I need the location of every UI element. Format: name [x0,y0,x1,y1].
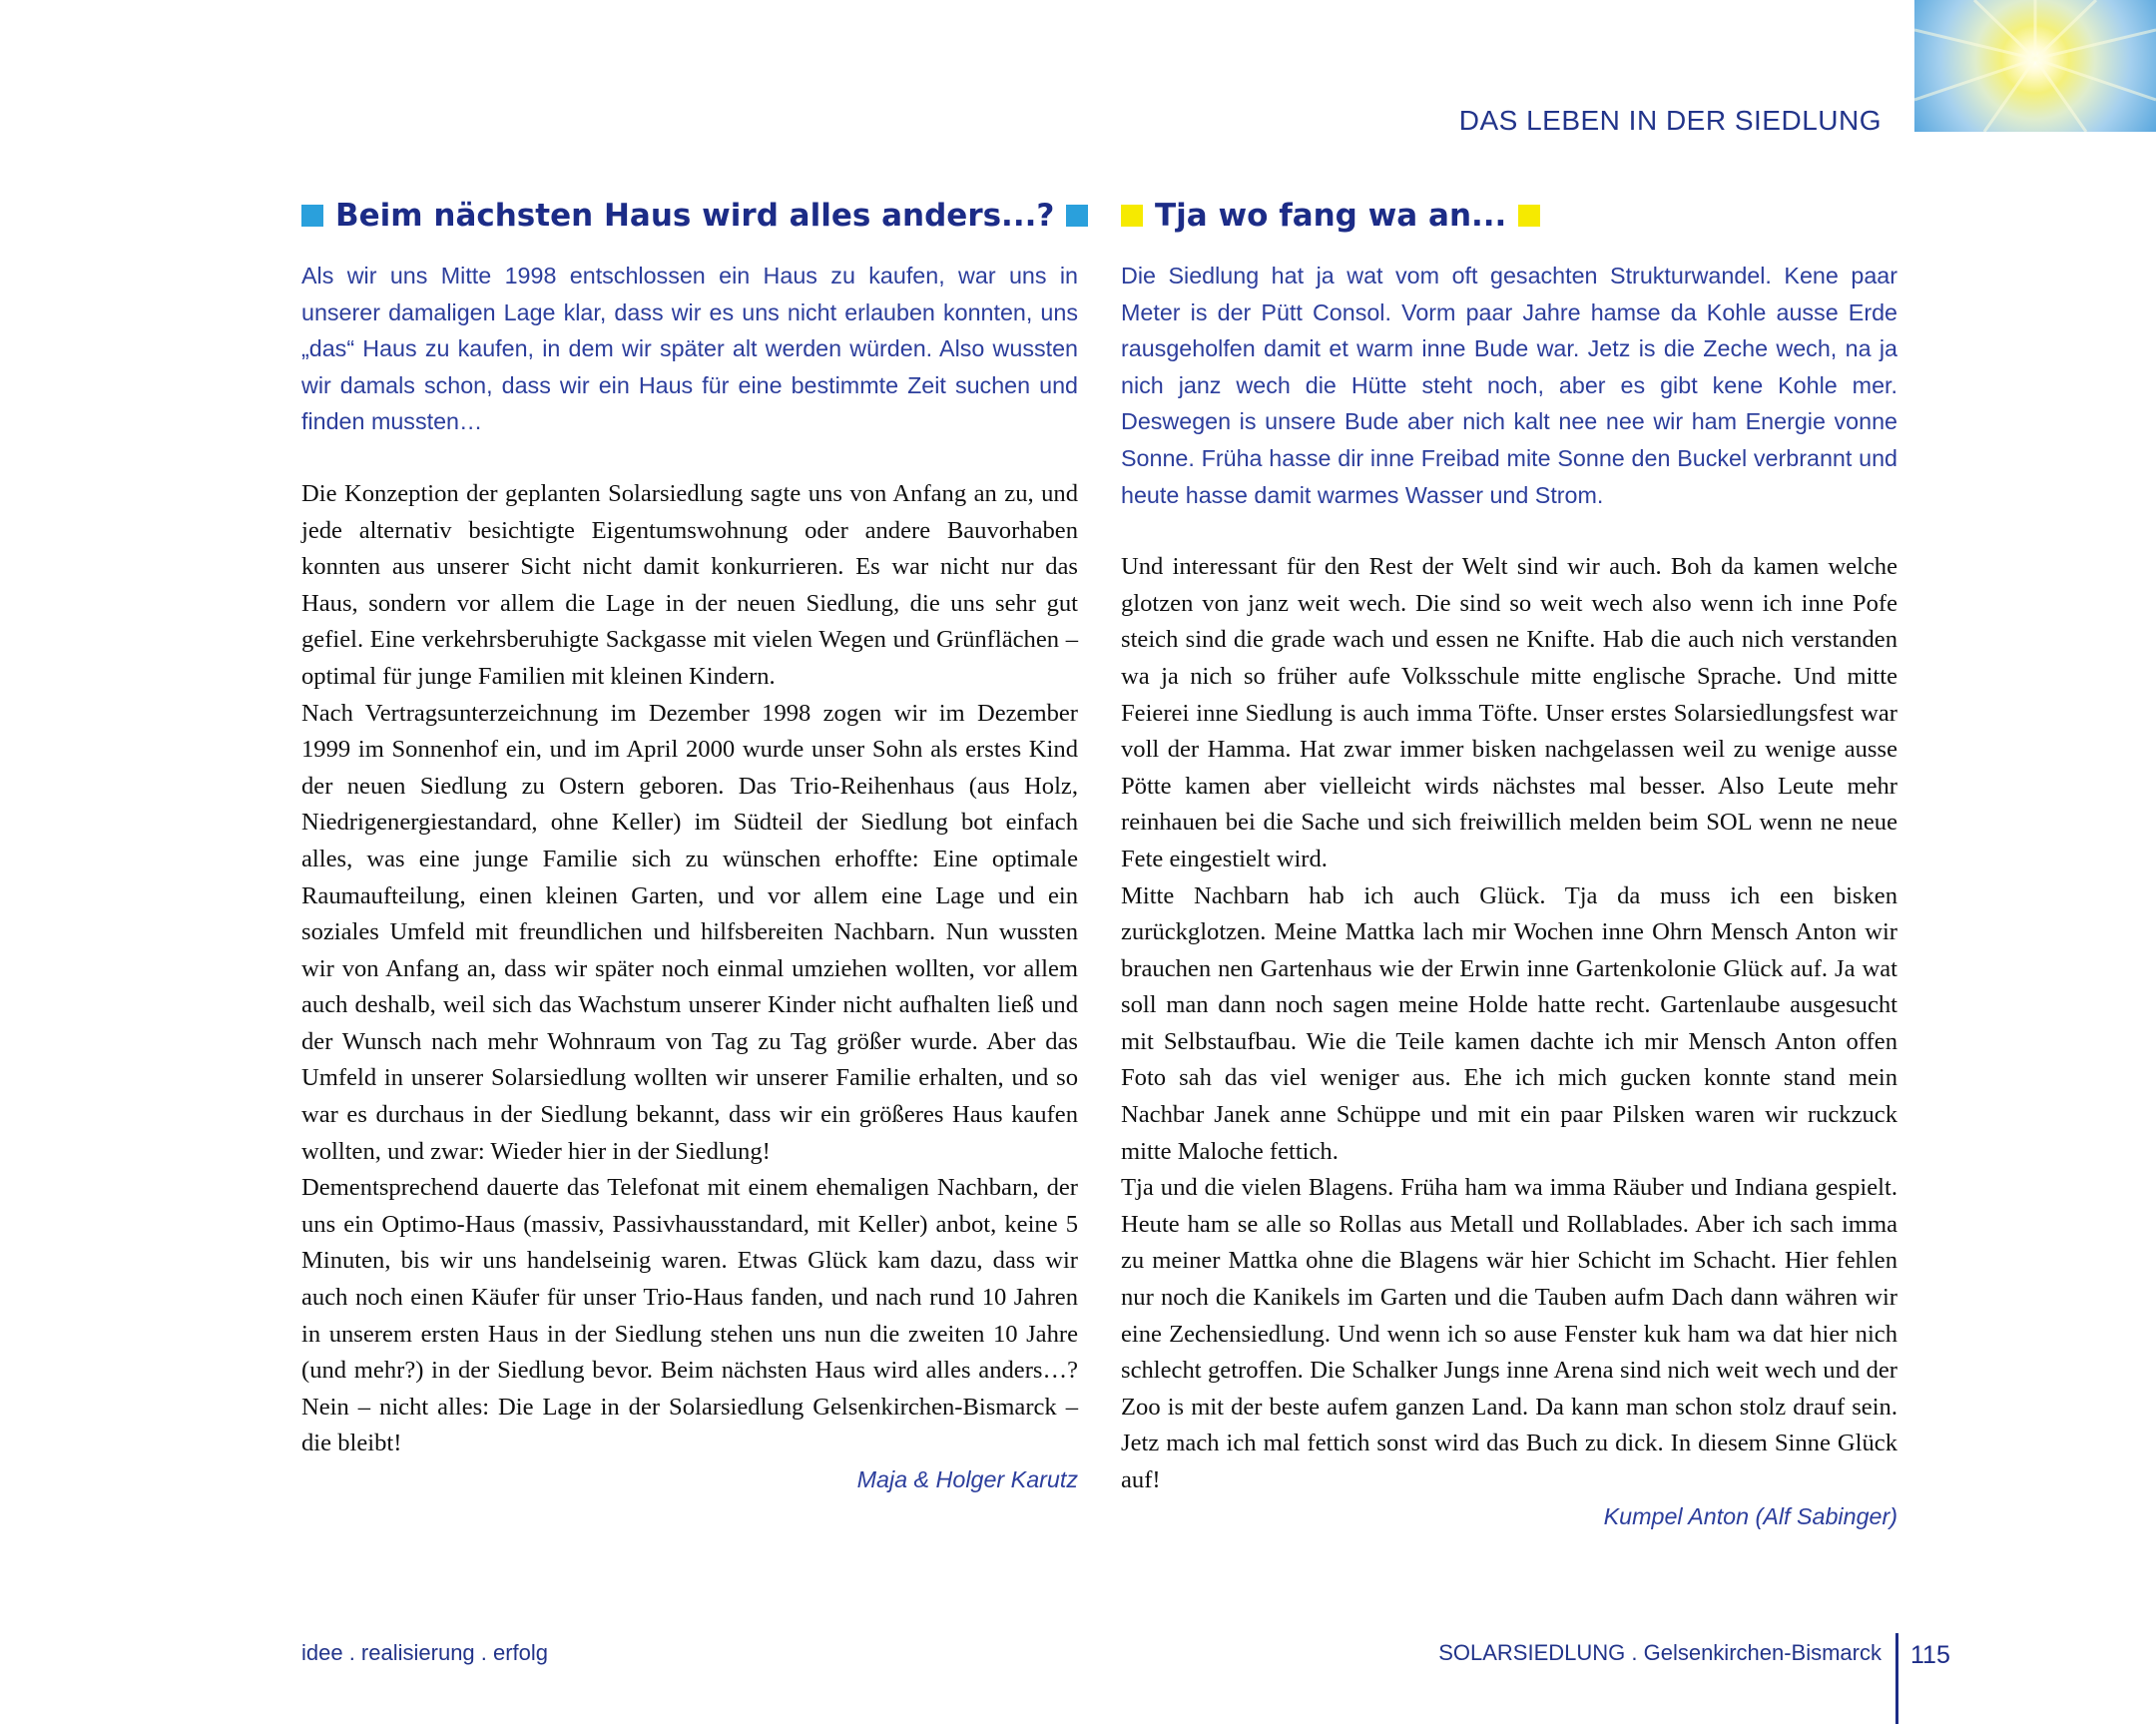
sun-rays-graphic [1914,0,2156,132]
blue-square-icon [1066,205,1088,227]
left-article-body [301,476,1078,1462]
left-paragraph: Die Konzeption der geplanten Solarsiedlung sagte uns von Anfang an zu, und jede alternativ besichtigte Eigentumswohnung oder andere Bauvorhaben konnten aus unserer Sicht nicht damit konkurrieren. Es war nicht nur das Haus, sondern vor allem die Lage in der neuen Siedlung, die uns sehr gut gefiel. Eine verkehrsberuhigte Sackgasse mit vielen Wegen und Grünflächen – optimal für junge Familien mit kleinen Kindern. [301,479,1078,690]
right-article-signature: Kumpel Anton (Alf Sabinger) [1603,1502,1897,1529]
left-article-signature: Maja & Holger Karutz [856,1466,1078,1492]
right-article-intro: Die Siedlung hat ja wat vom oft gesachten Strukturwandel. Kene paar Meter is der Pütt Consol. Vorm paar Jahre hamse da Kohle ausse Erde rausgeholfen damit et warm inne Bude war. Jetz is die Zeche wech, na ja nich janz wech die Hütte steht noch, aber es gibt kene Kohle mer. Deswegen is unsere Bude aber nich kalt nee nee wir ham Energie vonne Sonne. Früha hasse dir inne Freibad mite Sonne den Buckel verbrannt und heute hasse damit warmes Wasser und Strom. [1121,263,1897,508]
right-paragraph: Mitte Nachbarn hab ich auch Glück. Tja da muss ich een bisken zurückglotzen. Meine Mattka lach mir Wochen inne Ohrn Mensch Anton wir brauchen nen Gartenhaus wie der Erwin inne Gartenkolonie Glück auf. Ja wat soll man dann noch sagen meine Holde hatte recht. Gartenlaube ausgesucht mit Selbstaufbau. Wie die Teile kamen dachte ich mir Mensch Anton offen Foto sah das viel weniger aus. Ehe ich mich gucken konnte stand mein Nachbar Janek anne Schüppe und mit ein paar Pilsken waren wir ruckzuck mitte Maloche fettich. [1121,881,1897,1165]
left-article [301,192,1078,1496]
left-article-intro: Als wir uns Mitte 1998 entschlossen ein Haus zu kaufen, war uns in unserer damaligen Lage klar, dass wir es uns nicht erlauben konnten, uns „das“ Haus zu kaufen, in dem wir später alt werden würden. Also wussten wir damals schon, dass wir ein Haus für eine bestimmte Zeit suchen und finden mussten… [301,263,1078,435]
blue-square-icon [301,205,323,227]
yellow-square-icon [1121,205,1143,227]
left-paragraph: Dementsprechend dauerte das Telefonat mit einem ehemaligen Nachbarn, der uns ein Optimo-Haus (massiv, Passivhausstandard, mit Keller) anbot, keine 5 Minuten, bis wir uns handelseinig waren. Etwas Glück kam dazu, dass wir auch noch einen Käufer für unser Trio-Haus fanden, und nach rund 10 Jahren in unserem ersten Haus in der Siedlung stehen uns nun die zweiten 10 Jahre (und mehr?) in der Siedlung bevor. Beim nächsten Haus wird alles anders…? Nein – nicht alles: Die Lage in der Solarsiedlung Gelsenkirchen-Bismarck – die bleibt! [301,1174,1078,1457]
left-article-title: Beim nächsten Haus wird alles anders...? [335,198,1055,234]
right-article-title: Tja wo fang wa an... [1155,198,1507,234]
page-number-divider [1895,1633,1898,1724]
right-article [1121,192,1897,1533]
left-paragraph: Nach Vertragsunterzeichnung im Dezember 1998 zogen wir im Dezember 1999 im Sonnenhof ein, und im April 2000 wurde unser Sohn als erstes Kind der neuen Siedlung zu Ostern geboren. Das Trio-Reihenhaus (aus Holz, Niedrigenergiestandard, ohne Keller) im Südteil der Siedlung bot einfach alles, was eine junge Familie sich zu wünschen erhoffte: Eine optimale Raumaufteilung, einen kleinen Garten, und vor allem eine Lage und ein soziales Umfeld mit freundlichen und hilfsbereiten Nachbarn. Nun wussten wir von Anfang an, dass wir später noch einmal umziehen wollten, vor allem auch deshalb, weil sich das Wachstum unserer Kinder nicht aufhalten ließ und der Wunsch nach mehr Wohnraum von Tag zu Tag größer wurde. Aber das Umfeld in unserer Solarsiedlung wollten wir unserer Familie erhalten, und so war es durchaus in der Siedlung bekannt, dass wir ein größeres Haus kaufen wollten, und zwar: Wieder hier in der Siedlung! [301,699,1078,1165]
section-title: DAS LEBEN IN DER SIEDLUNG [1458,105,1882,136]
footer-publication: SOLARSIEDLUNG . Gelsenkirchen-Bismarck [1438,1640,1882,1665]
left-article-heading [301,192,1078,240]
right-article-body [1121,549,1897,1498]
yellow-square-icon [1518,205,1540,227]
right-paragraph: Und interessant für den Rest der Welt sind wir auch. Boh da kamen welche glotzen von janz weit wech. Die sind so weit wech also wenn ich inne Pofe steich sind die grade wach und essen ne Knifte. Hab die auch nich verstanden wa ja nich so früher aufe Volksschule mitte englische Sprache. Und mitte Feierei inne Siedlung is auch imma Töfte. Unser erstes Solarsiedlungsfest war voll der Hamma. Hat zwar immer bisken nachgelassen weil zu wenige ausse Pötte kamen aber vielleicht wirds nächstes mal besser. Also Leute mehr reinhauen bei die Sache und sich freiwillich melden beim SOL wenn ne neue Fete eingestielt wird. [1121,553,1897,872]
footer-tagline: idee . realisierung . erfolg [301,1640,549,1665]
sun-sky-image [1914,0,2156,132]
right-article-heading [1121,192,1897,240]
right-paragraph: Tja und die vielen Blagens. Früha ham wa imma Räuber und Indiana gespielt. Heute ham se alle so Rollas aus Metall und Rollablades. Aber ich sach imma zu meiner Mattka ohne die Blagens wär hier Schicht im Schacht. Hier fehlen nur noch die Kanikels im Garten und die Tauben aufm Dach dann währen wir eine Zechensiedlung. Und wenn ich so ause Fenster kuk ham wa dat hier nich schlecht getroffen. Die Schalker Jungs inne Arena sind nich weit wech und der Zoo is mit der beste aufem ganzen Land. Da kann man schon stolz drauf sein. Jetz mach ich mal fettich sonst wird das Buch zu dick. In diesem Sinne Glück auf! [1121,1174,1897,1493]
page-number: 115 [1910,1641,1950,1669]
